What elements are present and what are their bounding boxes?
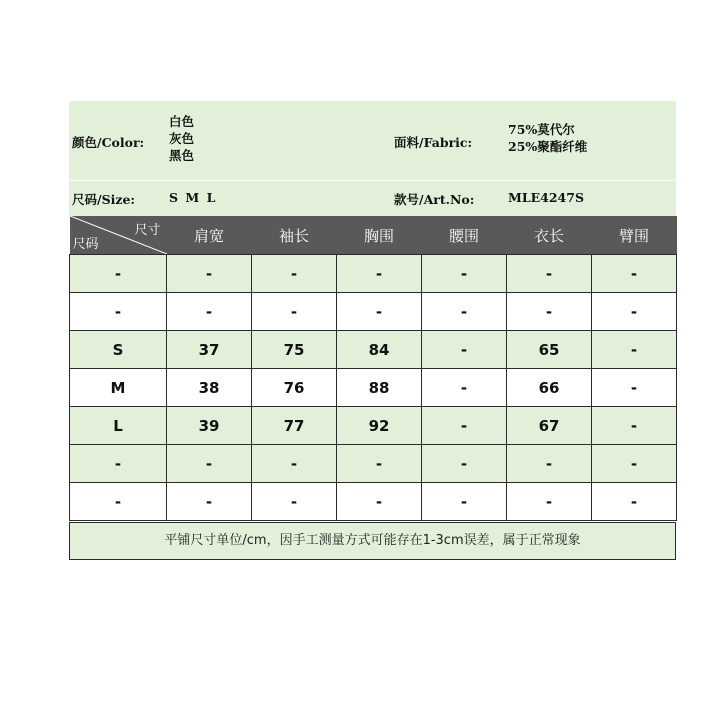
table-cell: -: [422, 445, 507, 483]
column-header: 臂围: [592, 216, 677, 255]
table-cell: -: [592, 369, 677, 407]
table-cell: -: [167, 255, 252, 293]
table-row: [70, 293, 677, 331]
table-cell: 67: [507, 407, 592, 445]
size-cell: L: [70, 407, 167, 445]
table-cell: -: [252, 445, 337, 483]
table-cell: -: [337, 483, 422, 521]
art-no-value: MLE4247S: [508, 190, 584, 205]
table-cell: -: [422, 293, 507, 331]
product-info-panel: [69, 101, 676, 216]
column-header: 袖长: [252, 216, 337, 255]
size-values: S M L: [169, 190, 216, 205]
table-row: [70, 445, 677, 483]
table-cell: -: [507, 483, 592, 521]
color-values: [169, 113, 194, 164]
table-row: [70, 483, 677, 521]
column-header: 腰围: [422, 216, 507, 255]
size-cell: M: [70, 369, 167, 407]
corner-header-cell: [70, 216, 167, 255]
table-cell: -: [507, 255, 592, 293]
table-cell: -: [167, 293, 252, 331]
table-row: [70, 331, 677, 369]
table-cell: -: [422, 255, 507, 293]
fabric-value: 75%莫代尔: [508, 122, 575, 137]
table-cell: -: [422, 407, 507, 445]
table-cell: -: [422, 369, 507, 407]
table-cell: 77: [252, 407, 337, 445]
size-table: [69, 216, 677, 521]
table-cell: -: [167, 445, 252, 483]
column-header: 肩宽: [167, 216, 252, 255]
table-cell: -: [592, 407, 677, 445]
column-header: 胸围: [337, 216, 422, 255]
table-cell: -: [592, 445, 677, 483]
table-row: [70, 255, 677, 293]
size-chart-card: [69, 101, 676, 559]
table-cell: 39: [167, 407, 252, 445]
fabric-values: [508, 121, 587, 155]
color-value: 黑色: [169, 148, 195, 163]
info-divider: [69, 180, 676, 181]
table-cell: -: [422, 483, 507, 521]
table-cell: -: [337, 293, 422, 331]
table-cell: -: [592, 483, 677, 521]
table-cell: -: [252, 483, 337, 521]
color-value: 灰色: [169, 131, 195, 146]
fabric-value: 25%聚酯纤维: [508, 139, 588, 154]
table-row: [70, 369, 677, 407]
table-cell: -: [592, 255, 677, 293]
table-cell: 75: [252, 331, 337, 369]
corner-label-size: 尺码: [72, 237, 99, 252]
size-cell: -: [70, 255, 167, 293]
art-no-label: 款号/Art.No:: [394, 192, 475, 207]
size-cell: S: [70, 331, 167, 369]
table-cell: 76: [252, 369, 337, 407]
corner-label-measure: 尺寸: [134, 223, 161, 238]
color-value: 白色: [169, 114, 195, 129]
table-cell: 65: [507, 331, 592, 369]
size-cell: -: [70, 293, 167, 331]
table-cell: 92: [337, 407, 422, 445]
table-cell: -: [252, 293, 337, 331]
table-cell: -: [337, 445, 422, 483]
table-header-row: [70, 216, 677, 255]
color-label: 颜色/Color:: [72, 135, 145, 150]
size-label: 尺码/Size:: [72, 192, 136, 207]
size-cell: -: [70, 445, 167, 483]
table-cell: 88: [337, 369, 422, 407]
table-cell: -: [592, 331, 677, 369]
table-cell: 38: [167, 369, 252, 407]
table-cell: -: [252, 255, 337, 293]
table-cell: 37: [167, 331, 252, 369]
table-row: [70, 407, 677, 445]
size-cell: -: [70, 483, 167, 521]
measurement-note: 平铺尺寸单位/cm，因手工测量方式可能存在1-3cm误差，属于正常现象: [69, 522, 676, 560]
table-cell: -: [507, 293, 592, 331]
table-cell: -: [422, 331, 507, 369]
fabric-label: 面料/Fabric:: [394, 135, 473, 150]
table-cell: -: [507, 445, 592, 483]
table-cell: 66: [507, 369, 592, 407]
table-cell: 84: [337, 331, 422, 369]
table-cell: -: [167, 483, 252, 521]
table-cell: -: [337, 255, 422, 293]
column-header: 衣长: [507, 216, 592, 255]
table-cell: -: [592, 293, 677, 331]
